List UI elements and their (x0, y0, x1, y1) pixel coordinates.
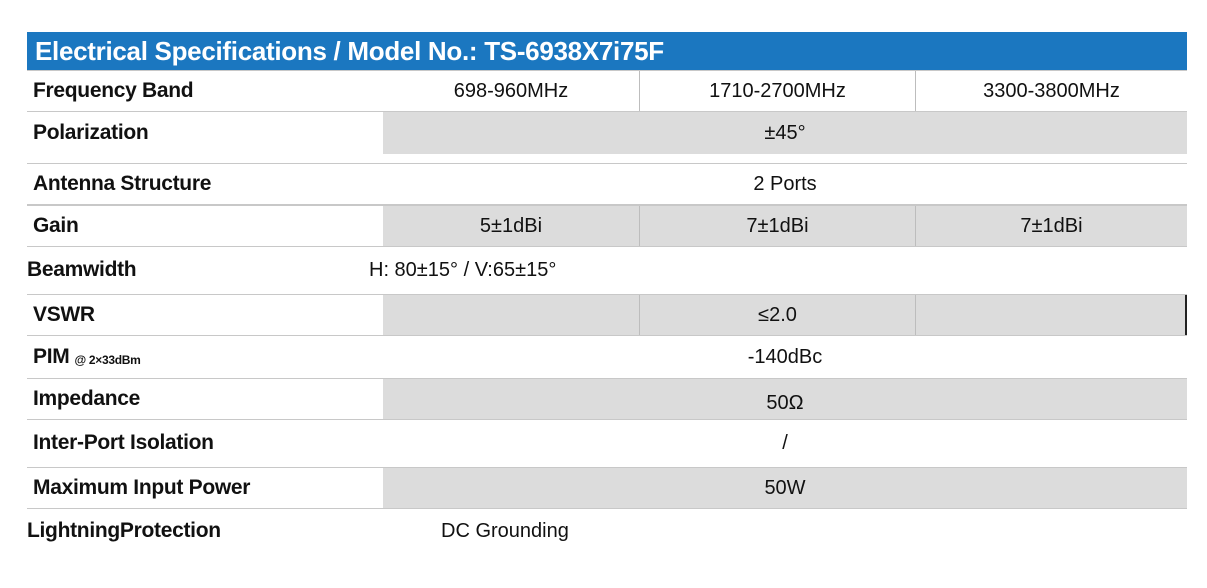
row-impedance (27, 378, 1187, 420)
row-isolation (27, 422, 1187, 464)
value-lightning: DC Grounding (441, 519, 569, 542)
label-isolation: Inter-Port Isolation (33, 431, 214, 454)
vswr-cell-3 (915, 295, 1187, 335)
label-vswr: VSWR (33, 303, 95, 326)
gain-band-1: 5±1dBi (383, 206, 639, 246)
label-pim (33, 336, 140, 378)
label-frequency-band: Frequency Band (33, 79, 194, 102)
row-lightning (27, 511, 1187, 551)
value-antenna-structure: 2 Ports (753, 172, 817, 195)
gain-band-2: 7±1dBi (639, 206, 915, 246)
vswr-cell-1 (383, 295, 639, 335)
row-pim (27, 336, 1187, 378)
spec-title: Electrical Specifications / Model No.: TS-6938X7i75F (27, 32, 1187, 70)
value-beamwidth: H: 80±15° / V:65±15° (369, 258, 557, 281)
value-max-power: 50W (383, 468, 1187, 508)
freq-band-3: 3300-3800MHz (915, 71, 1187, 111)
label-antenna-structure: Antenna Structure (33, 172, 212, 195)
label-polarization: Polarization (33, 121, 149, 144)
label-max-power: Maximum Input Power (33, 476, 251, 499)
value-vswr: ≤2.0 (639, 295, 915, 335)
row-antenna-structure (27, 163, 1187, 205)
freq-band-2: 1710-2700MHz (639, 71, 915, 111)
row-polarization (27, 112, 1187, 154)
freq-band-1: 698-960MHz (453, 79, 569, 102)
label-beamwidth: Beamwidth (27, 258, 137, 281)
row-beamwidth (27, 250, 1187, 290)
row-vswr (27, 294, 1187, 336)
row-max-power (27, 467, 1187, 509)
label-pim-sub: @ 2×33dBm (74, 353, 141, 367)
value-polarization: ±45° (383, 112, 1187, 154)
label-lightning: LightningProtection (27, 519, 221, 542)
label-gain: Gain (33, 214, 79, 237)
gain-band-3: 7±1dBi (915, 206, 1187, 246)
row-edge-mark (1185, 295, 1187, 335)
label-pim-text: PIM (33, 345, 70, 368)
row-gain (27, 205, 1187, 247)
value-pim: -140dBc (747, 345, 823, 368)
label-impedance: Impedance (33, 387, 141, 410)
value-impedance: 50Ω (383, 379, 1187, 419)
row-frequency-band (27, 70, 1187, 112)
value-isolation: / (782, 431, 788, 454)
